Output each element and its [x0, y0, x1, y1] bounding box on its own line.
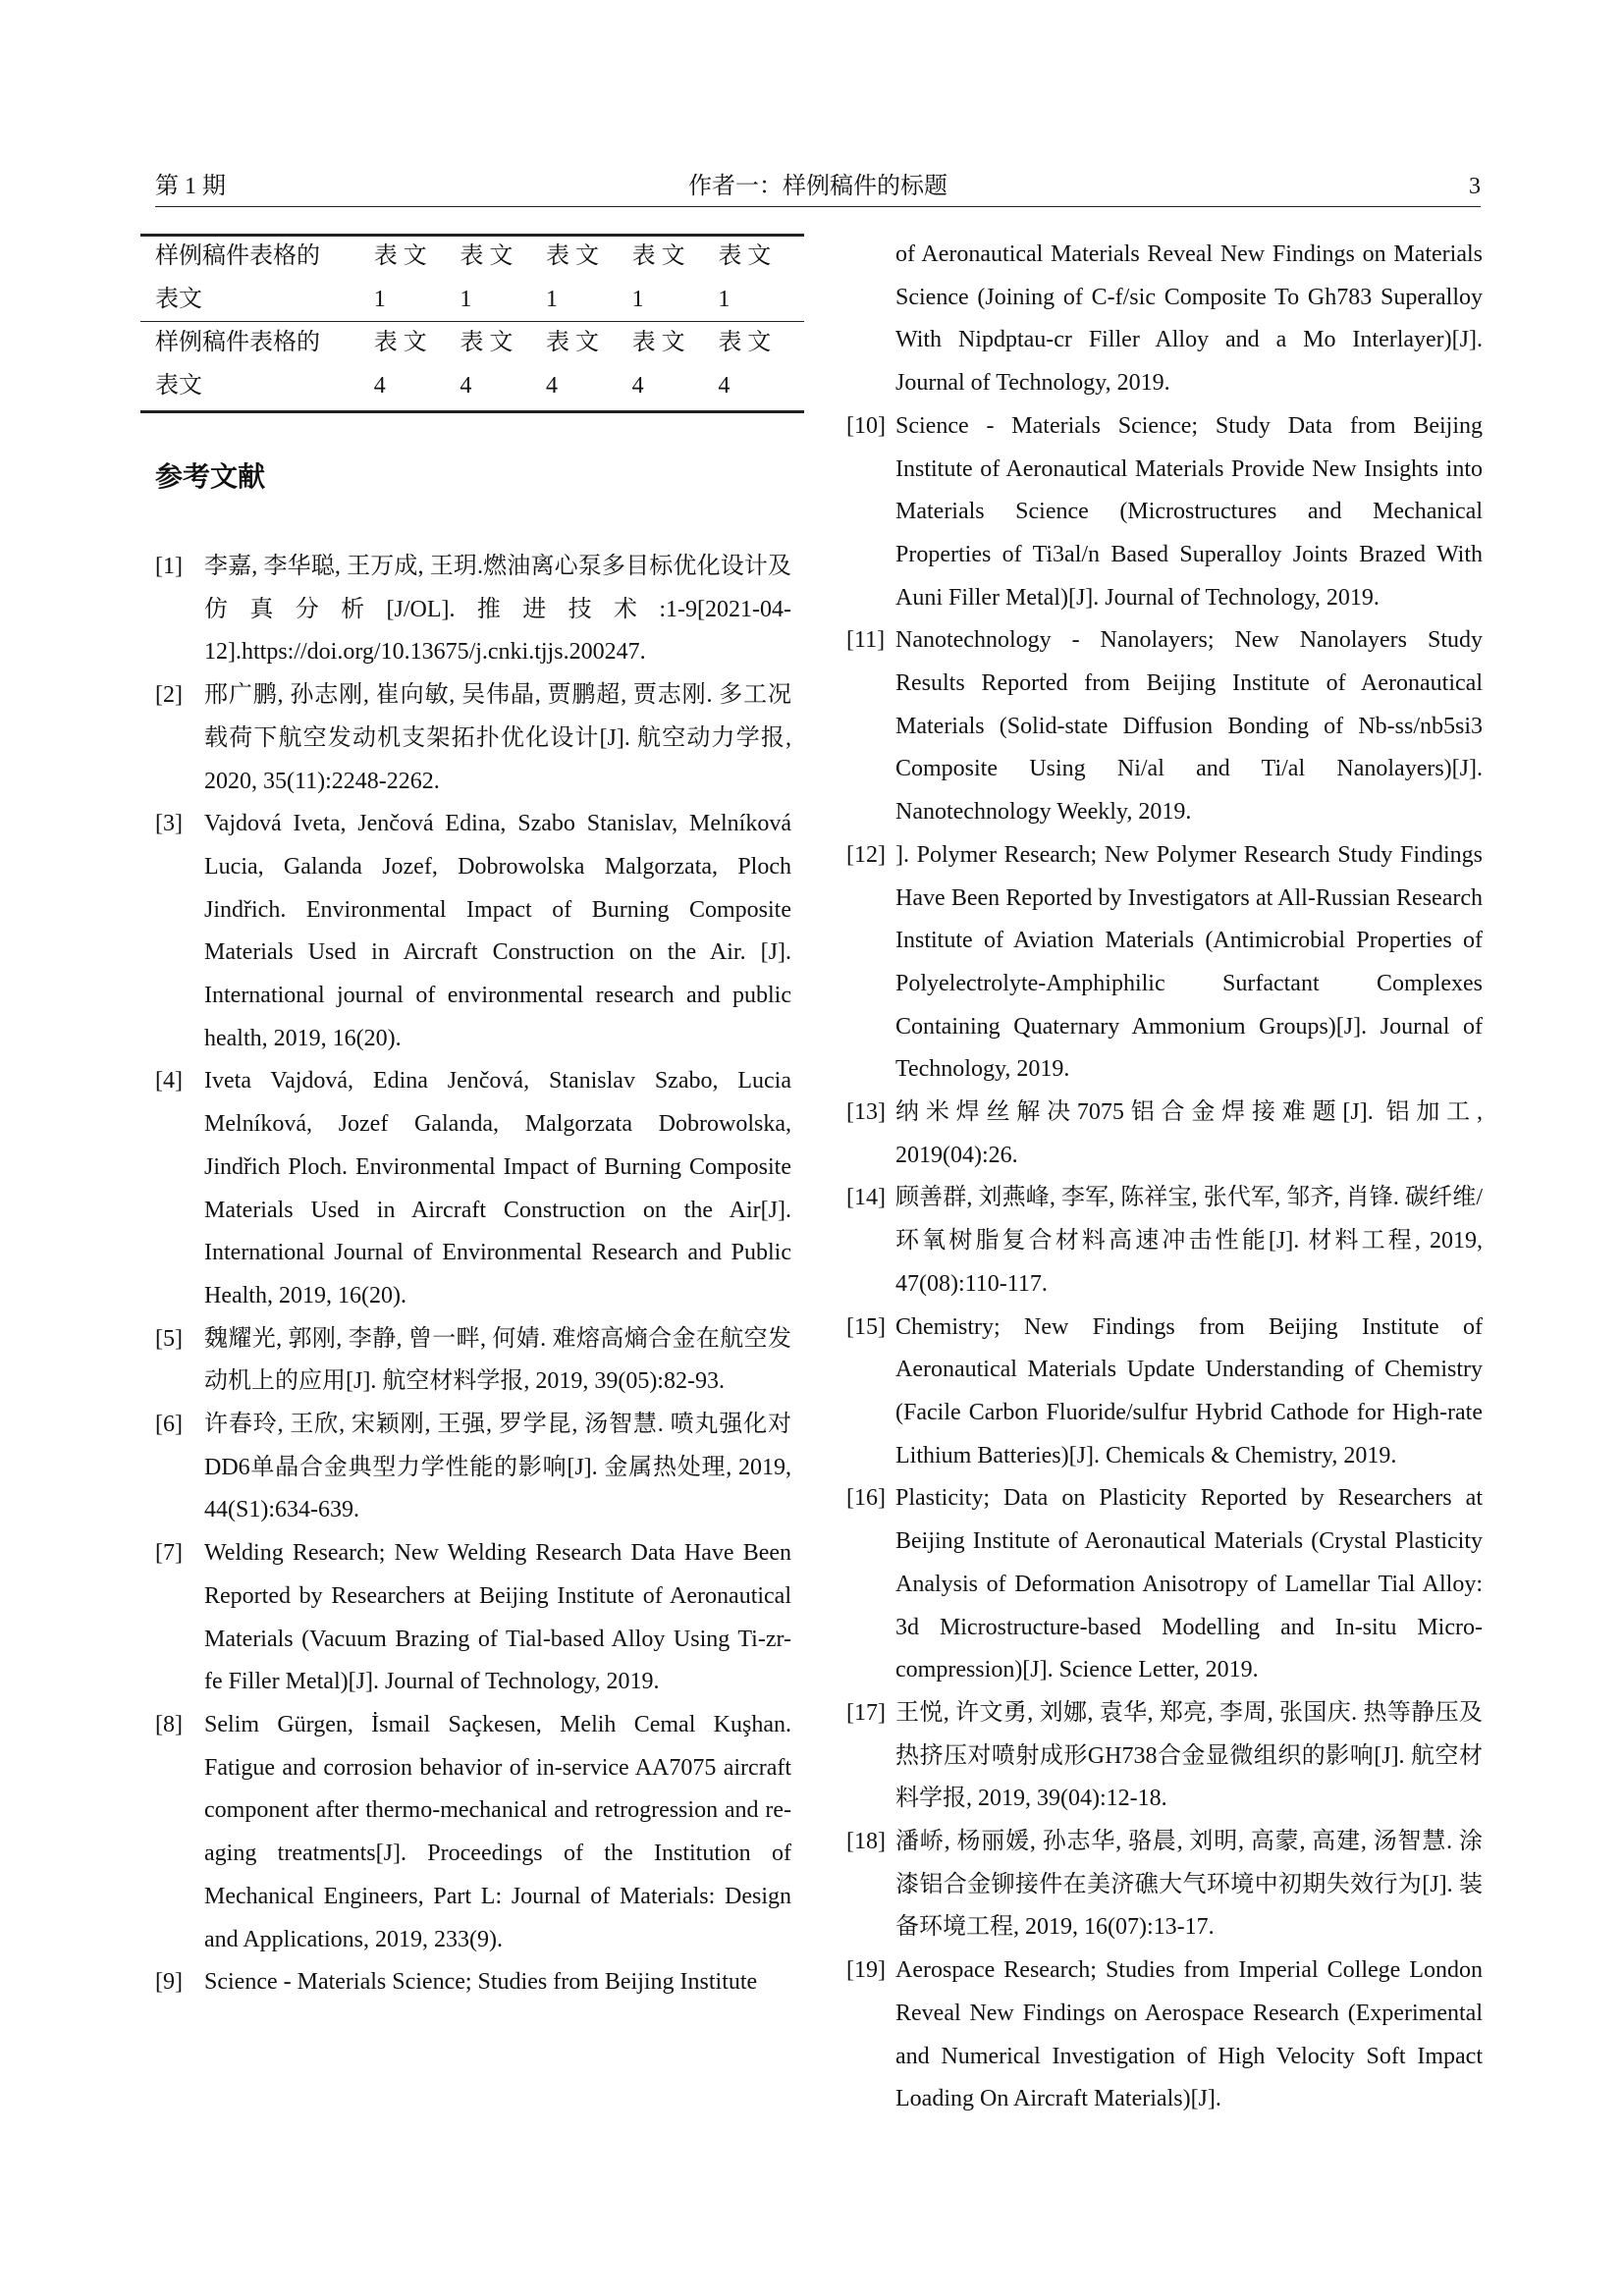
table-cell-label: 表文 — [155, 373, 202, 400]
table-cell: 表 文 — [460, 330, 514, 356]
table-cell: 1 — [546, 286, 558, 312]
references-left-column — [155, 546, 791, 2004]
ref-number: [10] — [846, 412, 886, 439]
table-cell: 1 — [460, 286, 472, 312]
table-cell-label: 样例稿件表格的 — [155, 243, 320, 269]
page-header — [155, 169, 1481, 204]
table-cell: 表 文 — [718, 243, 772, 269]
ref-text: 魏耀光, 郭刚, 李静, 曾一畔, 何婧. 难熔高熵合金在航空发动机上的应用[J]. 航空材料学报, 2019, 39(05):82-93. — [204, 1325, 791, 1395]
table-row — [140, 236, 804, 322]
reference-item — [846, 405, 1483, 620]
ref-text: Welding Research; New Welding Research Data Have Been Reported by Researchers at Beijing Institute of Aeronautical Materials (Vacuum Brazing of Tial-based Alloy Using Ti-zr-fe Filler Metal)[J]. Journal of Technology, 2019. — [204, 1540, 791, 1695]
running-title: 作者一：样例稿件的标题 — [688, 174, 947, 199]
ref-number: [6] — [155, 1412, 183, 1438]
ref-text: ]. Polymer Research; New Polymer Research Study Findings Have Been Reported by Investigators at All-Russian Research Institute of Aviation Materials (Antimicrobial Properties of Polyelectrolyte-Amphiphilic Surfactant Complexes Containing Quaternary Ammonium Groups)[J]. Journal of Technology, 2019. — [895, 841, 1483, 1083]
ref-number: [14] — [846, 1185, 886, 1211]
ref-text: 顾善群, 刘燕峰, 李军, 陈祥宝, 张代军, 邹齐, 肖锋. 碳纤维/环氧树脂复合材料高速冲击性能[J]. 材料工程, 2019, 47(08):110-117. — [895, 1185, 1483, 1297]
ref-text: 许春玲, 王欣, 宋颖刚, 王强, 罗学昆, 汤智慧. 喷丸强化对DD6单晶合金典型力学性能的影响[J]. 金属热处理, 2019, 44(S1):634-639. — [204, 1412, 791, 1523]
table-cell: 4 — [546, 373, 558, 400]
reference-item — [846, 834, 1483, 1092]
table-cell: 1 — [718, 286, 731, 312]
table-cell: 表 文 — [373, 330, 427, 356]
reference-item — [155, 546, 791, 674]
ref-number: [8] — [155, 1711, 183, 1737]
table-cell: 表 文 — [718, 330, 772, 356]
ref-number: [2] — [155, 682, 183, 709]
ref-number: [5] — [155, 1325, 183, 1352]
table-cell: 表 文 — [631, 330, 685, 356]
ref-text: of Aeronautical Materials Reveal New Findings on Materials Science (Joining of C-f/sic Composite To Gh783 Superalloy With Nipdptau-cr Filler Alloy and a Mo Interlayer)[J]. Journal of Technology, 2019. — [895, 241, 1483, 397]
ref-text: Iveta Vajdová, Edina Jenčová, Stanislav Szabo, Lucia Melníková, Jozef Galanda, Malgorzata Dobrowolska, Jindřich Ploch. Environmental Impact of Burning Composite Materials Used in Aircraft Construction on the Air[J]. International Journal of Environmental Research and Public Health, 2019, 16(20). — [204, 1068, 791, 1308]
reference-item — [155, 1961, 791, 2004]
ref-text: Chemistry; New Findings from Beijing Institute of Aeronautical Materials Update Understanding of Chemistry (Facile Carbon Fluoride/sulfur Hybrid Cathode for High-rate Lithium Batteries)[J]. Chemicals & Chemistry, 2019. — [895, 1313, 1483, 1468]
table-row — [140, 322, 804, 408]
issue-label: 第 1 期 — [155, 174, 226, 199]
reference-item — [846, 619, 1483, 834]
reference-item — [155, 1704, 791, 1961]
ref-text: 纳米焊丝解决7075铝合金焊接难题[J]. 铝加工, 2019(04):26. — [895, 1099, 1483, 1168]
reference-item — [846, 234, 1483, 405]
table-cell: 表 文 — [546, 243, 599, 269]
reference-item — [846, 1692, 1483, 1821]
ref-text: 潘峤, 杨丽媛, 孙志华, 骆晨, 刘明, 高蒙, 高建, 汤智慧. 涂漆铝合金铆接件在美济礁大气环境中初期失效行为[J]. 装备环境工程, 2019, 16(07):13-17. — [895, 1829, 1483, 1941]
reference-item — [155, 1532, 791, 1704]
sample-table — [140, 236, 804, 408]
table-cell: 表 文 — [631, 243, 685, 269]
reference-item — [846, 1949, 1483, 2121]
table-cell: 4 — [631, 373, 644, 400]
ref-text: Plasticity; Data on Plasticity Reported by Researchers at Beijing Institute of Aeronautical Materials (Crystal Plasticity Analysis of Deformation Anisotropy of Lamellar Tial Alloy: 3d Microstructure-based Modelling and In-situ Micro-compression)[J]. Science Letter, 2019. — [895, 1485, 1483, 1683]
ref-text: Vajdová Iveta, Jenčová Edina, Szabo Stanislav, Melníková Lucia, Galanda Jozef, Dobrowolska Malgorzata, Ploch Jindřich. Environmental Impact of Burning Composite Materials Used in Aircraft Construction on the Air. [J]. International journal of environmental research and public health, 2019, 16(20). — [204, 811, 791, 1051]
table-cell: 4 — [460, 373, 472, 400]
ref-text: 邢广鹏, 孙志刚, 崔向敏, 吴伟晶, 贾鹏超, 贾志刚. 多工况载荷下航空发动机支架拓扑优化设计[J]. 航空动力学报, 2020, 35(11):2248-2262. — [204, 682, 791, 794]
reference-item — [155, 803, 791, 1060]
ref-text: Nanotechnology - Nanolayers; New Nanolayers Study Results Reported from Beijing Institute of Aeronautical Materials (Solid-state Diffusion Bonding of Nb-ss/nb5si3 Composite Using Ni/al and Ti/al Nanolayers)[J]. Nanotechnology Weekly, 2019. — [895, 627, 1483, 826]
ref-text: Science - Materials Science; Study Data from Beijing Institute of Aeronautical Materials Provide New Insights into Materials Science (Microstructures and Mechanical Properties of Ti3al/n Based Superalloy Joints Brazed With Auni Filler Metal)[J]. Journal of Technology, 2019. — [895, 412, 1483, 611]
ref-number: [11] — [846, 627, 886, 654]
section-title: 参考文献 — [155, 460, 266, 493]
ref-text: Science - Materials Science; Studies from Beijing Institute — [204, 1969, 758, 1996]
ref-text: 王悦, 许文勇, 刘娜, 袁华, 郑亮, 李周, 张国庆. 热等静压及热挤压对喷射成形GH738合金显微组织的影响[J]. 航空材料学报, 2019, 39(04):12-18. — [895, 1699, 1483, 1812]
ref-number: [9] — [155, 1969, 183, 1996]
table-cell-label: 表文 — [155, 286, 202, 312]
table-cell-label: 样例稿件表格的 — [155, 330, 320, 356]
reference-item — [155, 1060, 791, 1317]
reference-item — [846, 1092, 1483, 1177]
ref-number: [3] — [155, 811, 183, 837]
reference-item — [155, 1404, 791, 1532]
table-cell: 4 — [718, 373, 731, 400]
ref-number: [4] — [155, 1068, 183, 1095]
reference-item — [846, 1821, 1483, 1949]
header-rule — [155, 206, 1481, 207]
ref-number: [15] — [846, 1313, 886, 1340]
ref-number: [12] — [846, 841, 886, 868]
reference-item — [846, 1177, 1483, 1306]
table-cell: 1 — [631, 286, 644, 312]
ref-number: [17] — [846, 1699, 886, 1726]
reference-item — [846, 1477, 1483, 1692]
table-cell: 表 文 — [373, 243, 427, 269]
reference-item — [155, 674, 791, 803]
ref-number: [13] — [846, 1099, 886, 1126]
table-bottom-rule — [140, 410, 804, 413]
ref-number: [16] — [846, 1485, 886, 1512]
ref-text: Selim Gürgen, İsmail Saçkesen, Melih Cemal Kuşhan. Fatigue and corrosion behavior of in-service AA7075 aircraft component after thermo-mechanical and retrogression and re-aging treatments[J]. Proceedings of the Institution of Mechanical Engineers, Part L: Journal of Materials: Design and Applications, 2019, 233(9). — [204, 1711, 791, 1952]
ref-text: 李嘉, 李华聪, 王万成, 王玥.燃油离心泵多目标优化设计及仿真分析[J/OL].推进技术:1-9[2021-04-12].https://doi.org/10.13675/j.cnki.tjjs.200247. — [204, 554, 791, 666]
table-cell: 表 文 — [546, 330, 599, 356]
ref-number: [18] — [846, 1829, 886, 1855]
ref-number: [19] — [846, 1957, 886, 1984]
references-right-column — [846, 234, 1483, 2121]
table-cell: 表 文 — [460, 243, 514, 269]
ref-text: Aerospace Research; Studies from Imperial College London Reveal New Findings on Aerospace Research (Experimental and Numerical Investigation of High Velocity Soft Impact Loading On Aircraft Materials)[J]. — [895, 1957, 1483, 2112]
ref-number: [1] — [155, 554, 183, 579]
ref-number: [7] — [155, 1540, 183, 1567]
page-number: 3 — [1469, 174, 1481, 199]
reference-item — [846, 1307, 1483, 1478]
table-cell: 4 — [373, 373, 386, 400]
reference-item — [155, 1318, 791, 1404]
table-cell: 1 — [373, 286, 386, 312]
